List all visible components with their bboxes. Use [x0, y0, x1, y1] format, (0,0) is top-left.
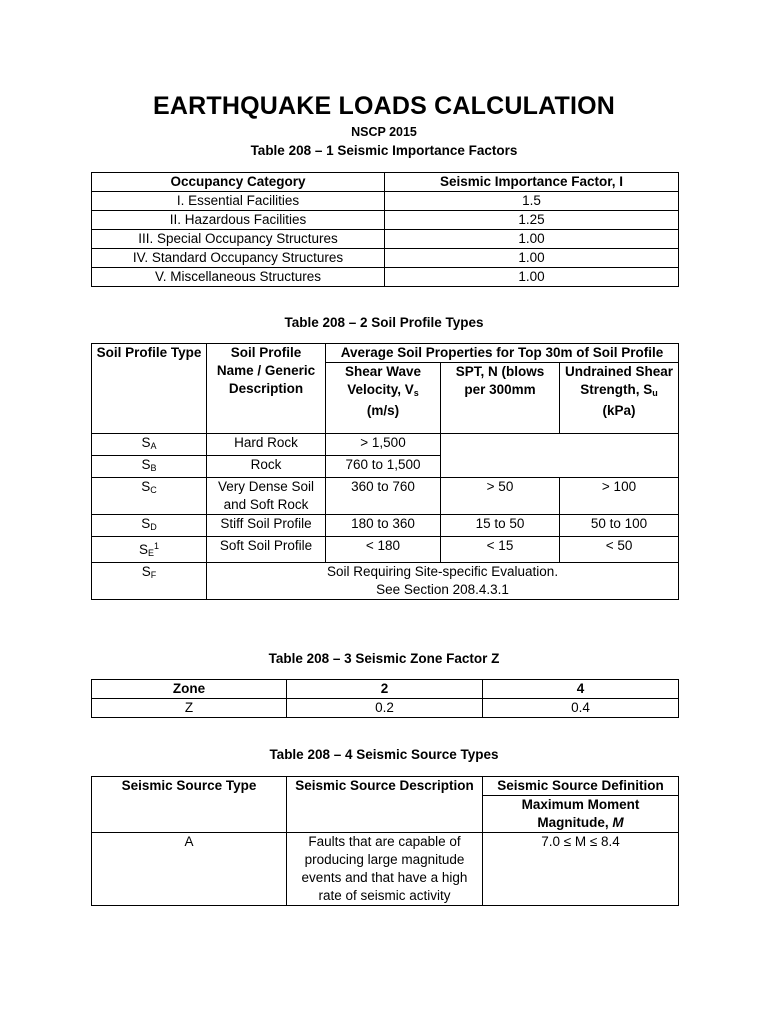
occupancy-cell: III. Special Occupancy Structures [92, 230, 385, 249]
table-header-row [92, 344, 679, 363]
source-type-cell: A [92, 833, 287, 906]
table-row [92, 833, 679, 906]
table-row [92, 192, 679, 211]
shear-cell: 760 to 1,500 [326, 456, 441, 478]
header-zone: Zone [92, 680, 287, 699]
table-row [92, 563, 679, 600]
header-occupancy-category: Occupancy Category [92, 173, 385, 192]
header-seismic-source-definition: Seismic Source Definition [483, 777, 679, 796]
header-importance-factor: Seismic Importance Factor, I [385, 173, 679, 192]
header-shear-wave-velocity: Shear Wave Velocity, $V_s$ (m/s) [326, 363, 441, 434]
shear-cell: > 1,500 [326, 434, 441, 456]
table1-caption: Table 208 – 1 Seismic Importance Factors [250, 143, 518, 158]
table4-caption: Table 208 – 4 Seismic Source Types [269, 747, 499, 762]
header-maximum-moment-magnitude: Maximum Moment Magnitude, M [483, 796, 679, 833]
undrained-cell: < 50 [560, 537, 679, 563]
factor-cell: 1.25 [385, 211, 679, 230]
factor-cell: 1.5 [385, 192, 679, 211]
soil-name-cell: Soft Soil Profile [207, 537, 326, 563]
header-zone-2: 2 [287, 680, 483, 699]
document-subtitle: NSCP 2015 [351, 125, 417, 139]
table-row [92, 515, 679, 537]
header-seismic-source-description: Seismic Source Description [287, 777, 483, 833]
spt-cell: < 15 [441, 537, 560, 563]
spt-cell: > 50 [441, 478, 560, 515]
header-zone-4: 4 [483, 680, 679, 699]
undrained-cell: > 100 [560, 478, 679, 515]
factor-cell: 1.00 [385, 249, 679, 268]
table-header-row [92, 173, 679, 192]
factor-cell: 1.00 [385, 230, 679, 249]
table-row [92, 230, 679, 249]
soil-type-cell: $S_F$ [92, 563, 207, 600]
blank-merged-cell [441, 434, 679, 478]
table-row [92, 434, 679, 456]
table-header-row [92, 777, 679, 796]
header-spt: SPT, N (blows per 300mm [441, 363, 560, 434]
spt-cell: 15 to 50 [441, 515, 560, 537]
document-title: EARTHQUAKE LOADS CALCULATION [152, 92, 616, 120]
header-undrained-shear: Undrained Shear Strength, $S_u$ (kPa) [560, 363, 679, 434]
table-row [92, 211, 679, 230]
importance-factors-table [91, 172, 679, 287]
soil-type-cell: $S_E^1$ [92, 537, 207, 563]
table2-caption: Table 208 – 2 Soil Profile Types [284, 315, 484, 330]
shear-cell: 180 to 360 [326, 515, 441, 537]
zone-label-cell: Z [92, 699, 287, 718]
header-soil-profile-name: Soil Profile Name / Generic Description [207, 344, 326, 434]
undrained-cell: 50 to 100 [560, 515, 679, 537]
seismic-zone-table [91, 679, 679, 718]
table-row [92, 478, 679, 515]
soil-name-cell: Stiff Soil Profile [207, 515, 326, 537]
source-description-cell: Faults that are capable of producing large magnitude events and that have a high rate of seismic activity [287, 833, 483, 906]
site-specific-evaluation-cell: Soil Requiring Site-specific Evaluation. See Section 208.4.3.1 [207, 563, 679, 600]
factor-cell: 1.00 [385, 268, 679, 287]
soil-type-cell: $S_C$ [92, 478, 207, 515]
header-seismic-source-type: Seismic Source Type [92, 777, 287, 833]
table-row [92, 537, 679, 563]
occupancy-cell: V. Miscellaneous Structures [92, 268, 385, 287]
soil-type-cell: $S_B$ [92, 456, 207, 478]
occupancy-cell: II. Hazardous Facilities [92, 211, 385, 230]
zone-value-cell: 0.2 [287, 699, 483, 718]
soil-name-cell: Hard Rock [207, 434, 326, 456]
header-average-properties: Average Soil Properties for Top 30m of Soil Profile [326, 344, 679, 363]
source-definition-cell: 7.0 ≤ M ≤ 8.4 [483, 833, 679, 906]
shear-cell: 360 to 760 [326, 478, 441, 515]
soil-name-cell: Rock [207, 456, 326, 478]
seismic-source-table [91, 776, 679, 906]
occupancy-cell: IV. Standard Occupancy Structures [92, 249, 385, 268]
shear-cell: < 180 [326, 537, 441, 563]
zone-value-cell: 0.4 [483, 699, 679, 718]
table-header-row [92, 680, 679, 699]
soil-type-cell: $S_A$ [92, 434, 207, 456]
soil-name-cell: Very Dense Soil and Soft Rock [207, 478, 326, 515]
occupancy-cell: I. Essential Facilities [92, 192, 385, 211]
soil-profile-table [91, 343, 679, 600]
header-soil-profile-type: Soil Profile Type [92, 344, 207, 434]
soil-type-cell: $S_D$ [92, 515, 207, 537]
table3-caption: Table 208 – 3 Seismic Zone Factor Z [268, 651, 500, 666]
table-row [92, 699, 679, 718]
table-row [92, 249, 679, 268]
table-row [92, 268, 679, 287]
